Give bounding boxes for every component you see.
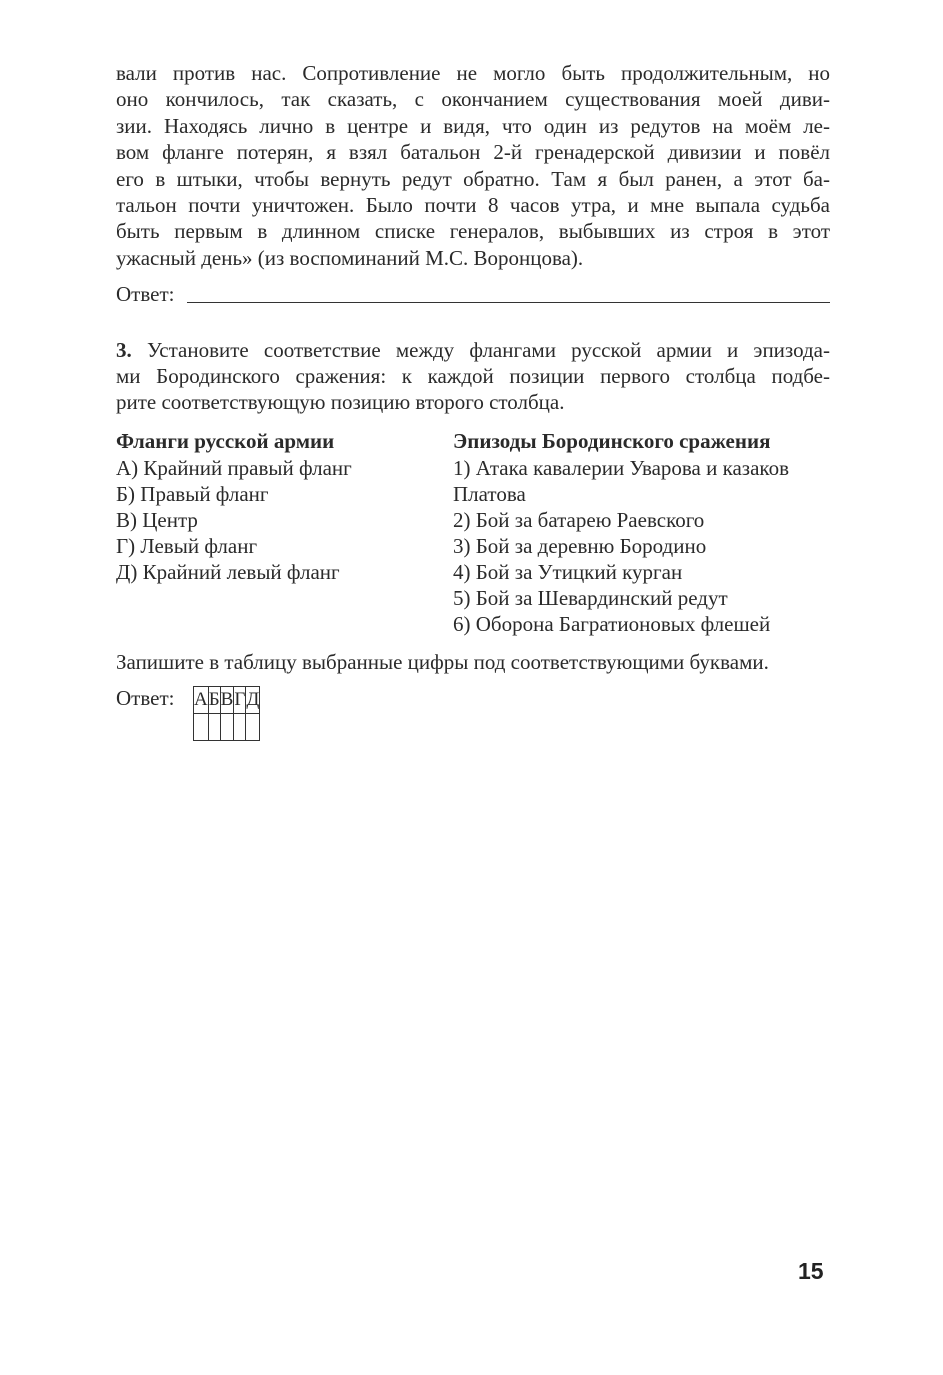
episode-item: 5) Бой за Шевардинский редут [453, 586, 728, 610]
passage-line: вом фланге потерян, я взял батальон 2-й гренадерской дивизии и повёл [116, 140, 830, 165]
task-line: рите соответствующую позицию второго столбца. [116, 390, 565, 414]
task-line: ми Бородинского сражения: к каждой позиции первого столбца подбе- [116, 364, 830, 388]
task-3-statement [116, 337, 830, 415]
answer-table-input-row [194, 714, 260, 741]
flank-item: Г) Левый фланг [116, 534, 258, 558]
episode-item: 2) Бой за батарею Раевского [453, 508, 705, 532]
passage-text [116, 60, 830, 271]
flanks-column-header: Фланги русской армии [116, 429, 335, 453]
task-instruction: Запишите в таблицу выбранные цифры под соответствующими буквами. [116, 650, 769, 674]
episode-item: 3) Бой за деревню Бородино [453, 534, 707, 558]
answer-label: Ответ: [116, 686, 175, 710]
task-line: Установите соответствие между флангами русской армии и эпизода- [146, 338, 830, 362]
passage-line: ужасный день» (из воспоминаний М.С. Воронцова). [116, 245, 584, 270]
flank-item: Д) Крайний левый фланг [116, 560, 340, 584]
answer-table-header-cell: Б [208, 687, 220, 714]
passage-line: зии. Находясь лично в центре и видя, что один из редутов на моём ле- [116, 113, 830, 138]
episode-item: 4) Бой за Утицкий курган [453, 560, 683, 584]
answer-table-input-cell[interactable] [220, 714, 234, 741]
episodes-column-header: Эпизоды Бородинского сражения [453, 429, 771, 453]
passage-line: быть первым в длинном списке генералов, выбывших из строя в этот [116, 219, 830, 244]
answer-table-header-row [194, 687, 260, 714]
answer-field-2 [116, 282, 830, 308]
flank-item: А) Крайний правый фланг [116, 456, 352, 480]
passage-line: его в штыки, чтобы вернуть редут обратно. Там я был ранен, а этот ба- [116, 166, 830, 191]
answer-blank-line[interactable] [187, 302, 830, 303]
answer-table-input-cell[interactable] [234, 714, 246, 741]
answer-label: Ответ: [116, 282, 175, 306]
answer-table-header-cell: В [220, 687, 234, 714]
episode-item: 1) Атака кавалерии Уварова и казаков Платова [453, 456, 789, 506]
passage-line: тальон почти уничтожен. Было почти 8 часов утра, и мне выпала судьба [116, 193, 830, 218]
task-number: 3. [116, 338, 132, 362]
answer-table-header-cell: А [194, 687, 209, 714]
answer-table-header-cell: Г [234, 687, 246, 714]
answer-table-input-cell[interactable] [246, 714, 260, 741]
answer-table-input-cell[interactable] [208, 714, 220, 741]
passage-line: оно кончилось, так сказать, с окончанием существования моей диви- [116, 87, 830, 112]
flanks-column [116, 428, 446, 585]
answer-table-header-cell: Д [246, 687, 260, 714]
flank-item: Б) Правый фланг [116, 482, 269, 506]
answer-table [193, 686, 260, 741]
page-number: 15 [798, 1258, 824, 1284]
flank-item: В) Центр [116, 508, 198, 532]
answer-table-input-cell[interactable] [194, 714, 209, 741]
episodes-column [453, 428, 833, 637]
passage-line: вали против нас. Сопротивление не могло быть продолжительным, но [116, 61, 830, 85]
episode-item: 6) Оборона Багратионовых флешей [453, 612, 771, 636]
